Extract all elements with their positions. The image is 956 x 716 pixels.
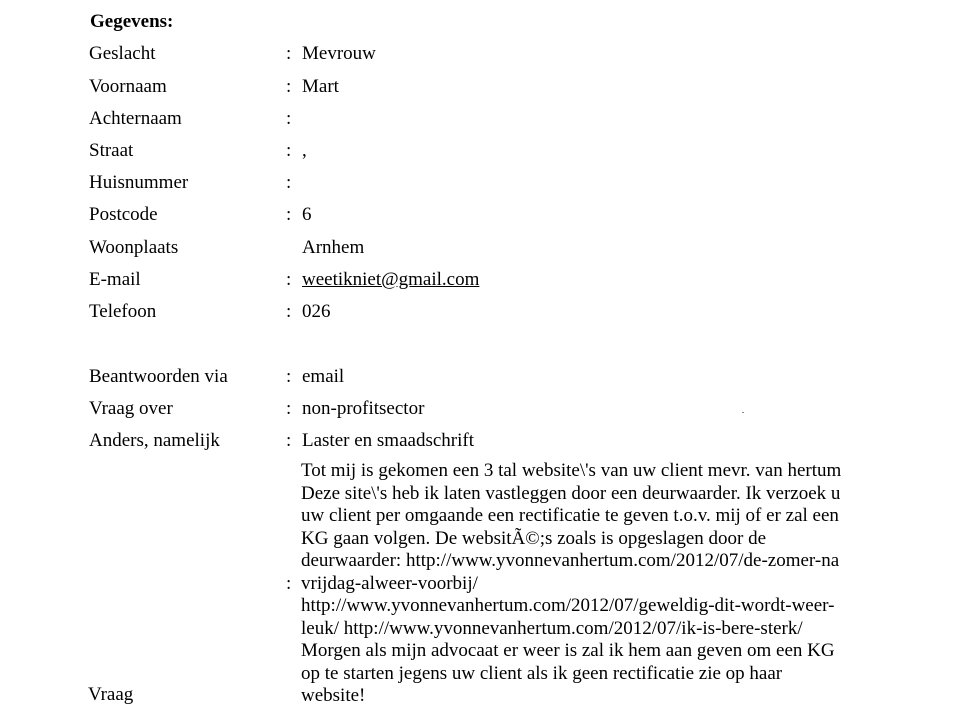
- question-separator: :: [286, 573, 292, 594]
- question-line: uw client per omgaande een rectificatie te geven t.o.v. mij of er zal een: [301, 505, 839, 526]
- scan-speck: [742, 412, 744, 413]
- field-value-postcode: 6: [302, 204, 312, 225]
- field-label-woonplaats: Woonplaats: [89, 237, 179, 258]
- field-label-vraag-over: Vraag over: [89, 398, 173, 419]
- question-line: website!: [301, 685, 366, 706]
- field-value-woonplaats: Arnhem: [302, 237, 365, 258]
- field-row-achternaam: [0, 107, 956, 131]
- field-label-straat: Straat: [89, 140, 134, 161]
- field-row-huisnummer: [0, 171, 956, 195]
- section-heading: Gegevens:: [90, 11, 174, 32]
- field-value-geslacht: Mevrouw: [302, 43, 376, 64]
- question-line: http://www.yvonnevanhertum.com/2012/07/geweldig-dit-wordt-weer-: [301, 595, 835, 616]
- question-line: Deze site\'s heb ik laten vastleggen door een deurwaarder. Ik verzoek u: [301, 482, 841, 504]
- field-value-beantwoorden: email: [302, 366, 345, 387]
- field-row-vraag-over: [0, 397, 956, 421]
- field-label-geslacht: Geslacht: [89, 43, 156, 64]
- field-row-telefoon: [0, 300, 956, 324]
- field-label-telefoon: Telefoon: [89, 301, 157, 322]
- field-row-anders: [0, 429, 956, 453]
- field-value-voornaam: Mart: [302, 76, 339, 97]
- field-separator: :: [286, 76, 292, 97]
- field-row-woonplaats: [0, 236, 956, 260]
- email-link[interactable]: weetikniet@gmail.com: [302, 269, 480, 290]
- field-row-geslacht: [0, 42, 956, 66]
- question-line: leuk/ http://www.yvonnevanhertum.com/2012/07/ik-is-bere-sterk/: [301, 617, 803, 639]
- question-label: Vraag: [88, 684, 134, 705]
- field-value-straat: ,: [302, 140, 307, 161]
- field-separator: :: [286, 43, 292, 64]
- field-separator: :: [286, 108, 292, 129]
- field-row-postcode: [0, 203, 956, 227]
- field-label-achternaam: Achternaam: [89, 108, 182, 129]
- field-label-beantwoorden: Beantwoorden via: [89, 366, 228, 387]
- field-value-telefoon: 026: [302, 301, 331, 322]
- field-label-anders: Anders, namelijk: [89, 430, 220, 451]
- field-separator: :: [286, 398, 292, 419]
- field-row-straat: [0, 139, 956, 163]
- field-separator: :: [286, 366, 292, 387]
- question-line: deurwaarder: http://www.yvonnevanhertum.com/2012/07/de-zomer-na: [301, 550, 840, 571]
- field-label-email: E-mail: [89, 269, 141, 290]
- question-text: [301, 460, 865, 708]
- field-separator: :: [286, 204, 292, 225]
- field-separator: :: [286, 301, 292, 322]
- field-value-anders: Laster en smaadschrift: [302, 430, 474, 451]
- question-line: vrijdag-alweer-voorbij/: [301, 572, 478, 594]
- field-separator: :: [286, 430, 292, 451]
- field-label-postcode: Postcode: [89, 204, 158, 225]
- field-row-email: [0, 268, 956, 292]
- field-separator: :: [286, 172, 292, 193]
- field-value-vraag-over: non-profitsector: [302, 398, 425, 419]
- field-label-huisnummer: Huisnummer: [89, 172, 189, 193]
- field-row-beantwoorden: [0, 365, 956, 389]
- field-separator: :: [286, 140, 292, 161]
- question-line: Tot mij is gekomen een 3 tal website\'s van uw client mevr. van hertum: [301, 460, 842, 481]
- question-line: Morgen als mijn advocaat er weer is zal ik hem aan geven om een KG: [301, 640, 835, 661]
- question-line: op te starten jegens uw client als ik geen rectificatie zie op haar: [301, 662, 783, 684]
- field-separator: :: [286, 269, 292, 290]
- field-label-voornaam: Voornaam: [89, 76, 167, 97]
- field-row-voornaam: [0, 75, 956, 99]
- question-line: KG gaan volgen. De websitÃ©;s zoals is opgeslagen door de: [301, 527, 767, 549]
